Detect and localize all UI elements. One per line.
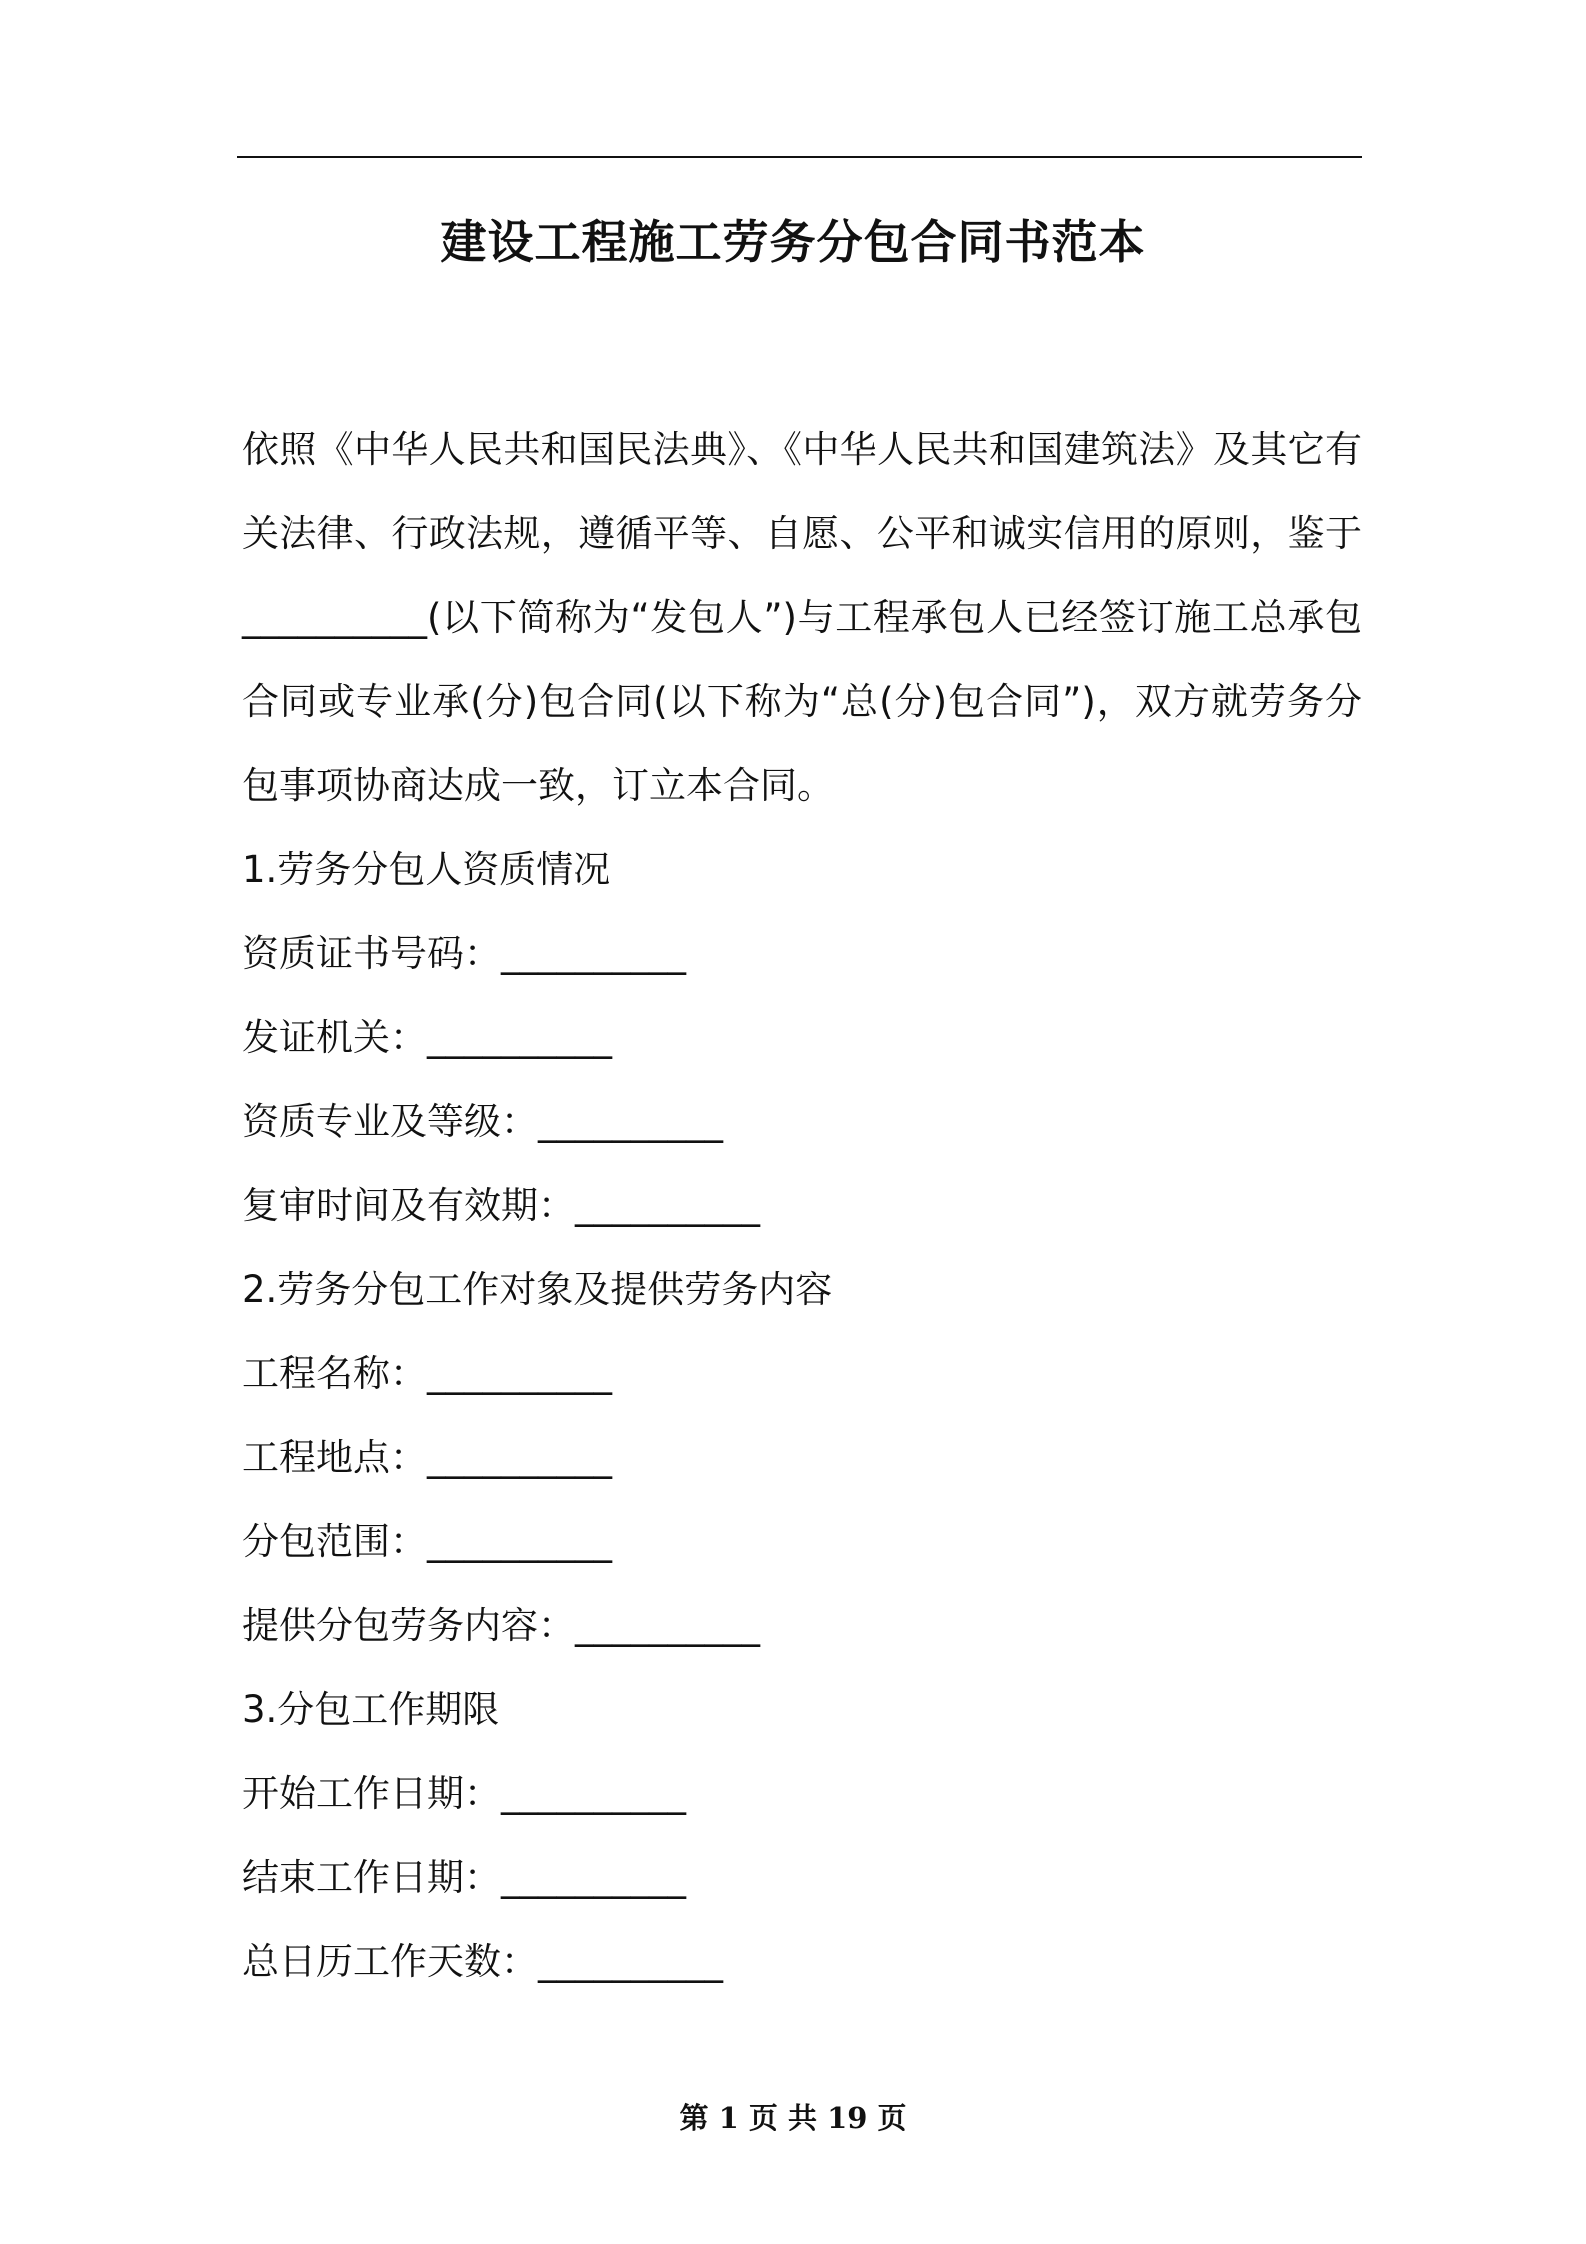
field-qualification-grade: 资质专业及等级：__________ [242,1100,723,1143]
section-2-heading: 2.劳务分包工作对象及提供劳务内容 [242,1268,833,1311]
field-project-name: 工程名称：__________ [242,1352,612,1395]
field-start-date: 开始工作日期：__________ [242,1772,686,1815]
field-total-days: 总日历工作天数：__________ [242,1940,723,1983]
document-body [242,408,1362,2004]
document-title: 建设工程施工劳务分包合同书范本 [440,215,1146,269]
intro-paragraph: 依照《中华人民共和国民法典》、《中华人民共和国建筑法》及其它有关法律、行政法规，遵循平等、自愿、公平和诚实信用的原则，鉴于__________(以下简称为“发包人”)与工程承包人已经签订施工总承包合同或专业承(分)包合同(以下称为“总(分)包合同”)，双方就劳务分包事项协商达成一致，订立本合同。 [242,428,1362,807]
header-rule [237,156,1362,158]
page-footer [0,2098,1586,2138]
field-subcontract-scope: 分包范围：__________ [242,1520,612,1563]
section-3-heading: 3.分包工作期限 [242,1688,500,1731]
footer-middle: 页 共 [748,2101,817,2135]
field-labor-content: 提供分包劳务内容：__________ [242,1604,760,1647]
field-project-location: 工程地点：__________ [242,1436,612,1479]
field-issuing-authority: 发证机关：__________ [242,1016,612,1059]
field-review-validity: 复审时间及有效期：__________ [242,1184,760,1227]
footer-page-number: 1 [718,2101,739,2135]
footer-total-pages: 19 [827,2101,868,2135]
footer-suffix: 页 [877,2101,907,2135]
field-end-date: 结束工作日期：__________ [242,1856,686,1899]
section-1-heading: 1.劳务分包人资质情况 [242,848,611,891]
field-qualification-cert-no: 资质证书号码：__________ [242,932,686,975]
footer-prefix: 第 [679,2101,709,2135]
